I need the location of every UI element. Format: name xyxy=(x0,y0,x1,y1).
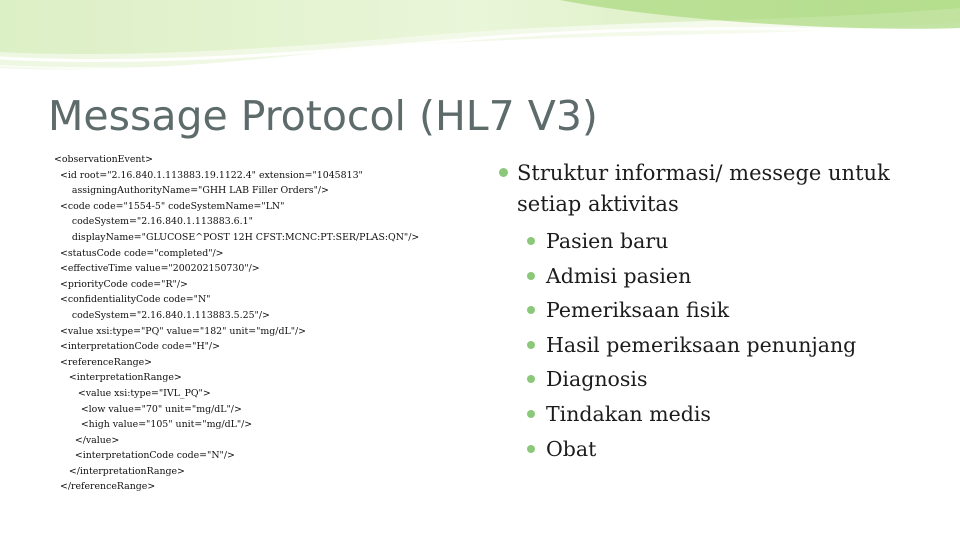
sub-bullet-item xyxy=(526,432,937,467)
sub-bullet-text: Tindakan medis xyxy=(546,401,711,426)
bullet-dot-icon xyxy=(527,445,535,453)
bullet-list xyxy=(497,158,937,466)
decorative-header-band xyxy=(0,0,960,80)
sub-bullet-item xyxy=(526,397,937,432)
code-line: <observationEvent> xyxy=(54,154,154,165)
bullet-dot-icon xyxy=(527,375,535,383)
sub-bullet-text: Pemeriksaan fisik xyxy=(546,298,730,323)
code-line: <interpretationCode code="H"/> xyxy=(54,341,220,353)
code-line: displayName="GLUCOSE^POST 12H CFST:MCNC:PT:SER/PLAS:QN"/> xyxy=(54,231,420,243)
bullet-dot-icon xyxy=(499,168,508,177)
code-line: assigningAuthorityName="GHH LAB Filler Orders"/> xyxy=(54,185,329,197)
sub-bullet-text: Admisi pasien xyxy=(546,263,692,288)
code-line: <referenceRange> xyxy=(54,356,153,368)
code-line: <low value="70" unit="mg/dL"/> xyxy=(54,403,242,415)
code-line: <interpretationCode code="N"/> xyxy=(54,450,235,462)
sub-bullet-text: Hasil pemeriksaan penunjang xyxy=(546,332,857,357)
code-line: codeSystem="2.16.840.1.113883.5.25"/> xyxy=(54,309,270,321)
code-line: </interpretationRange> xyxy=(54,465,185,477)
code-line: <code code="1554-5" codeSystemName="LN" xyxy=(54,200,285,212)
sub-bullet-text: Diagnosis xyxy=(546,367,648,392)
code-line: <value xsi:type="PQ" value="182" unit="mg/dL"/> xyxy=(54,325,307,337)
main-bullet xyxy=(497,158,937,220)
sub-bullet-item xyxy=(526,224,937,259)
bullet-dot-icon xyxy=(527,341,535,349)
sub-bullet-item xyxy=(526,293,937,328)
sub-bullet-item xyxy=(526,362,937,397)
code-line: <value xsi:type="IVL_PQ"> xyxy=(54,387,211,399)
code-line: <priorityCode code="R"/> xyxy=(54,278,188,290)
sub-bullet-item xyxy=(526,259,937,294)
bullet-dot-icon xyxy=(527,306,535,314)
bullet-dot-icon xyxy=(527,410,535,418)
code-line: </referenceRange> xyxy=(54,481,156,493)
hl7-xml-code-sample xyxy=(54,152,419,495)
sub-bullet-item xyxy=(526,328,937,363)
bullet-dot-icon xyxy=(527,272,535,280)
code-line: <confidentialityCode code="N" xyxy=(54,294,211,306)
sub-bullet-list xyxy=(526,224,937,466)
code-line: </value> xyxy=(54,434,120,446)
code-line: <effectiveTime value="200202150730"/> xyxy=(54,263,260,275)
code-line: <id root="2.16.840.1.113883.19.1122.4" extension="1045813" xyxy=(54,169,363,181)
code-line: <interpretationRange> xyxy=(54,372,182,384)
bullet-dot-icon xyxy=(527,237,535,245)
code-line: <high value="105" unit="mg/dL"/> xyxy=(54,419,253,431)
code-line: codeSystem="2.16.840.1.113883.6.1" xyxy=(54,216,253,228)
sub-bullet-text: Pasien baru xyxy=(546,229,669,253)
sub-bullet-text: Obat xyxy=(546,436,597,461)
wave-decoration xyxy=(0,0,960,80)
page-title: Message Protocol (HL7 V3) xyxy=(48,92,598,140)
main-bullet-text: Struktur informasi/ messege untuk setiap aktivitas xyxy=(517,161,890,216)
code-line: <statusCode code="completed"/> xyxy=(54,247,224,259)
